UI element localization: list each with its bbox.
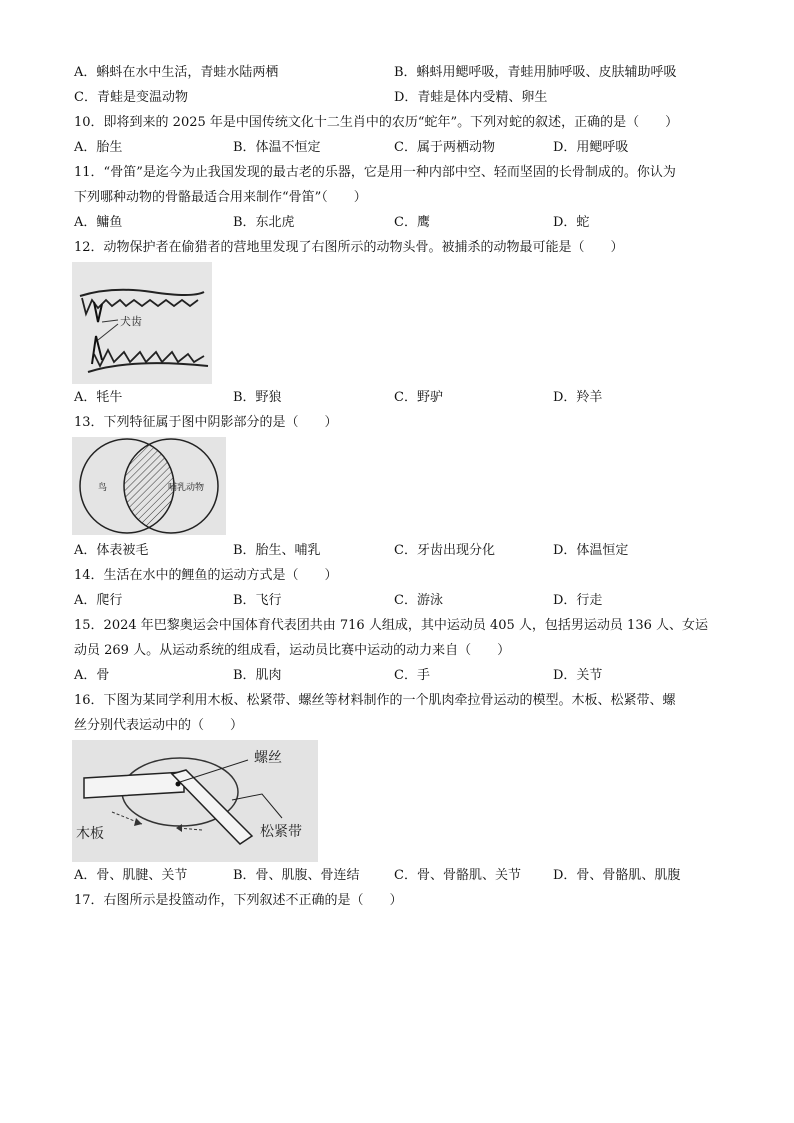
q13-option-c[interactable]: C．牙齿出现分化 (394, 543, 495, 558)
skull-jaw-drawing (72, 262, 212, 384)
q16-option-c[interactable]: C．骨、骨骼肌、关节 (394, 868, 521, 883)
q11-stem-line1: 11．“骨笛”是迄今为止我国发现的最古老的乐器，它是用一种内部中空、轻而坚固的长骨制成的。你认为 (74, 165, 676, 180)
q15-stem-line1: 15．2024 年巴黎奥运会中国体育代表团共由 716 人组成，其中运动员 405 人，包括男运动员 136 人、女运 (74, 618, 708, 633)
label-screw: 螺丝 (254, 750, 282, 766)
q10-stem: 10．即将到来的 2025 年是中国传统文化十二生肖中的农历“蛇年”。下列对蛇的叙述，正确的是（ ） (74, 115, 679, 130)
q16-option-b[interactable]: B．骨、肌腹、骨连结 (233, 868, 360, 883)
q16-stem-line1: 16．下图为某同学利用木板、松紧带、螺丝等材料制作的一个肌肉牵拉骨运动的模型。木板、松紧带、螺 (74, 693, 676, 708)
q12-option-a[interactable]: A．牦牛 (74, 390, 123, 405)
q10-option-b[interactable]: B．体温不恒定 (233, 140, 321, 155)
q14-option-c[interactable]: C．游泳 (394, 593, 443, 608)
q9-option-c[interactable]: C．青蛙是变温动物 (74, 90, 188, 105)
q10-option-d[interactable]: D．用鳃呼吸 (553, 140, 629, 155)
q15-option-c[interactable]: C．手 (394, 668, 430, 683)
q15-option-a[interactable]: A．骨 (74, 668, 110, 683)
q11-option-c[interactable]: C．鹰 (394, 215, 430, 230)
q12-option-d[interactable]: D．羚羊 (553, 390, 603, 405)
q16-muscle-model-figure (72, 740, 318, 862)
label-board: 木板 (76, 826, 104, 842)
q13-stem: 13．下列特征属于图中阴影部分的是（ ） (74, 415, 338, 430)
q12-skull-figure (72, 262, 212, 384)
q14-option-d[interactable]: D．行走 (553, 593, 603, 608)
q17-stem: 17．右图所示是投篮动作，下列叙述不正确的是（ ） (74, 893, 403, 908)
venn-diagram (72, 437, 226, 535)
q12-option-b[interactable]: B．野狼 (233, 390, 282, 405)
q15-option-d[interactable]: D．关节 (553, 668, 603, 683)
q13-option-b[interactable]: B．胎生、哺乳 (233, 543, 321, 558)
q13-option-a[interactable]: A．体表被毛 (74, 543, 149, 558)
label-elastic-band: 松紧带 (260, 824, 302, 840)
q9-option-a[interactable]: A．蝌蚪在水中生活，青蛙水陆两栖 (74, 65, 279, 80)
q15-option-b[interactable]: B．肌肉 (233, 668, 282, 683)
q12-option-c[interactable]: C．野驴 (394, 390, 443, 405)
q9-option-b[interactable]: B．蝌蚪用鳃呼吸，青蛙用肺呼吸、皮肤辅助呼吸 (394, 65, 677, 80)
q14-option-b[interactable]: B．飞行 (233, 593, 282, 608)
venn-left-label: 鸟 (98, 483, 108, 493)
q14-option-a[interactable]: A．爬行 (74, 593, 123, 608)
q11-option-b[interactable]: B．东北虎 (233, 215, 295, 230)
q11-option-d[interactable]: D．蛇 (553, 215, 590, 230)
q13-venn-figure (72, 437, 226, 535)
q12-stem: 12．动物保护者在偷猎者的营地里发现了右图所示的动物头骨。被捕杀的动物最可能是（ ） (74, 240, 624, 255)
canine-label: 犬齿 (120, 315, 142, 328)
q10-option-c[interactable]: C．属于两栖动物 (394, 140, 495, 155)
muscle-model-drawing (72, 740, 318, 862)
q16-option-a[interactable]: A．骨、肌腱、关节 (74, 868, 188, 883)
q15-stem-line2: 动员 269 人。从运动系统的组成看，运动员比赛中运动的动力来自（ ） (74, 643, 511, 658)
q14-stem: 14．生活在水中的鲤鱼的运动方式是（ ） (74, 568, 338, 583)
q11-stem-line2: 下列哪种动物的骨骼最适合用来制作“骨笛”（ ） (74, 190, 367, 205)
q10-option-a[interactable]: A．胎生 (74, 140, 123, 155)
q16-option-d[interactable]: D．骨、骨骼肌、肌腹 (553, 868, 681, 883)
q16-stem-line2: 丝分别代表运动中的（ ） (74, 718, 244, 733)
q9-option-d[interactable]: D．青蛙是体内受精、卵生 (394, 90, 548, 105)
venn-right-label: 哺乳动物 (168, 483, 205, 493)
q11-option-a[interactable]: A．鳙鱼 (74, 215, 123, 230)
q13-option-d[interactable]: D．体温恒定 (553, 543, 629, 558)
